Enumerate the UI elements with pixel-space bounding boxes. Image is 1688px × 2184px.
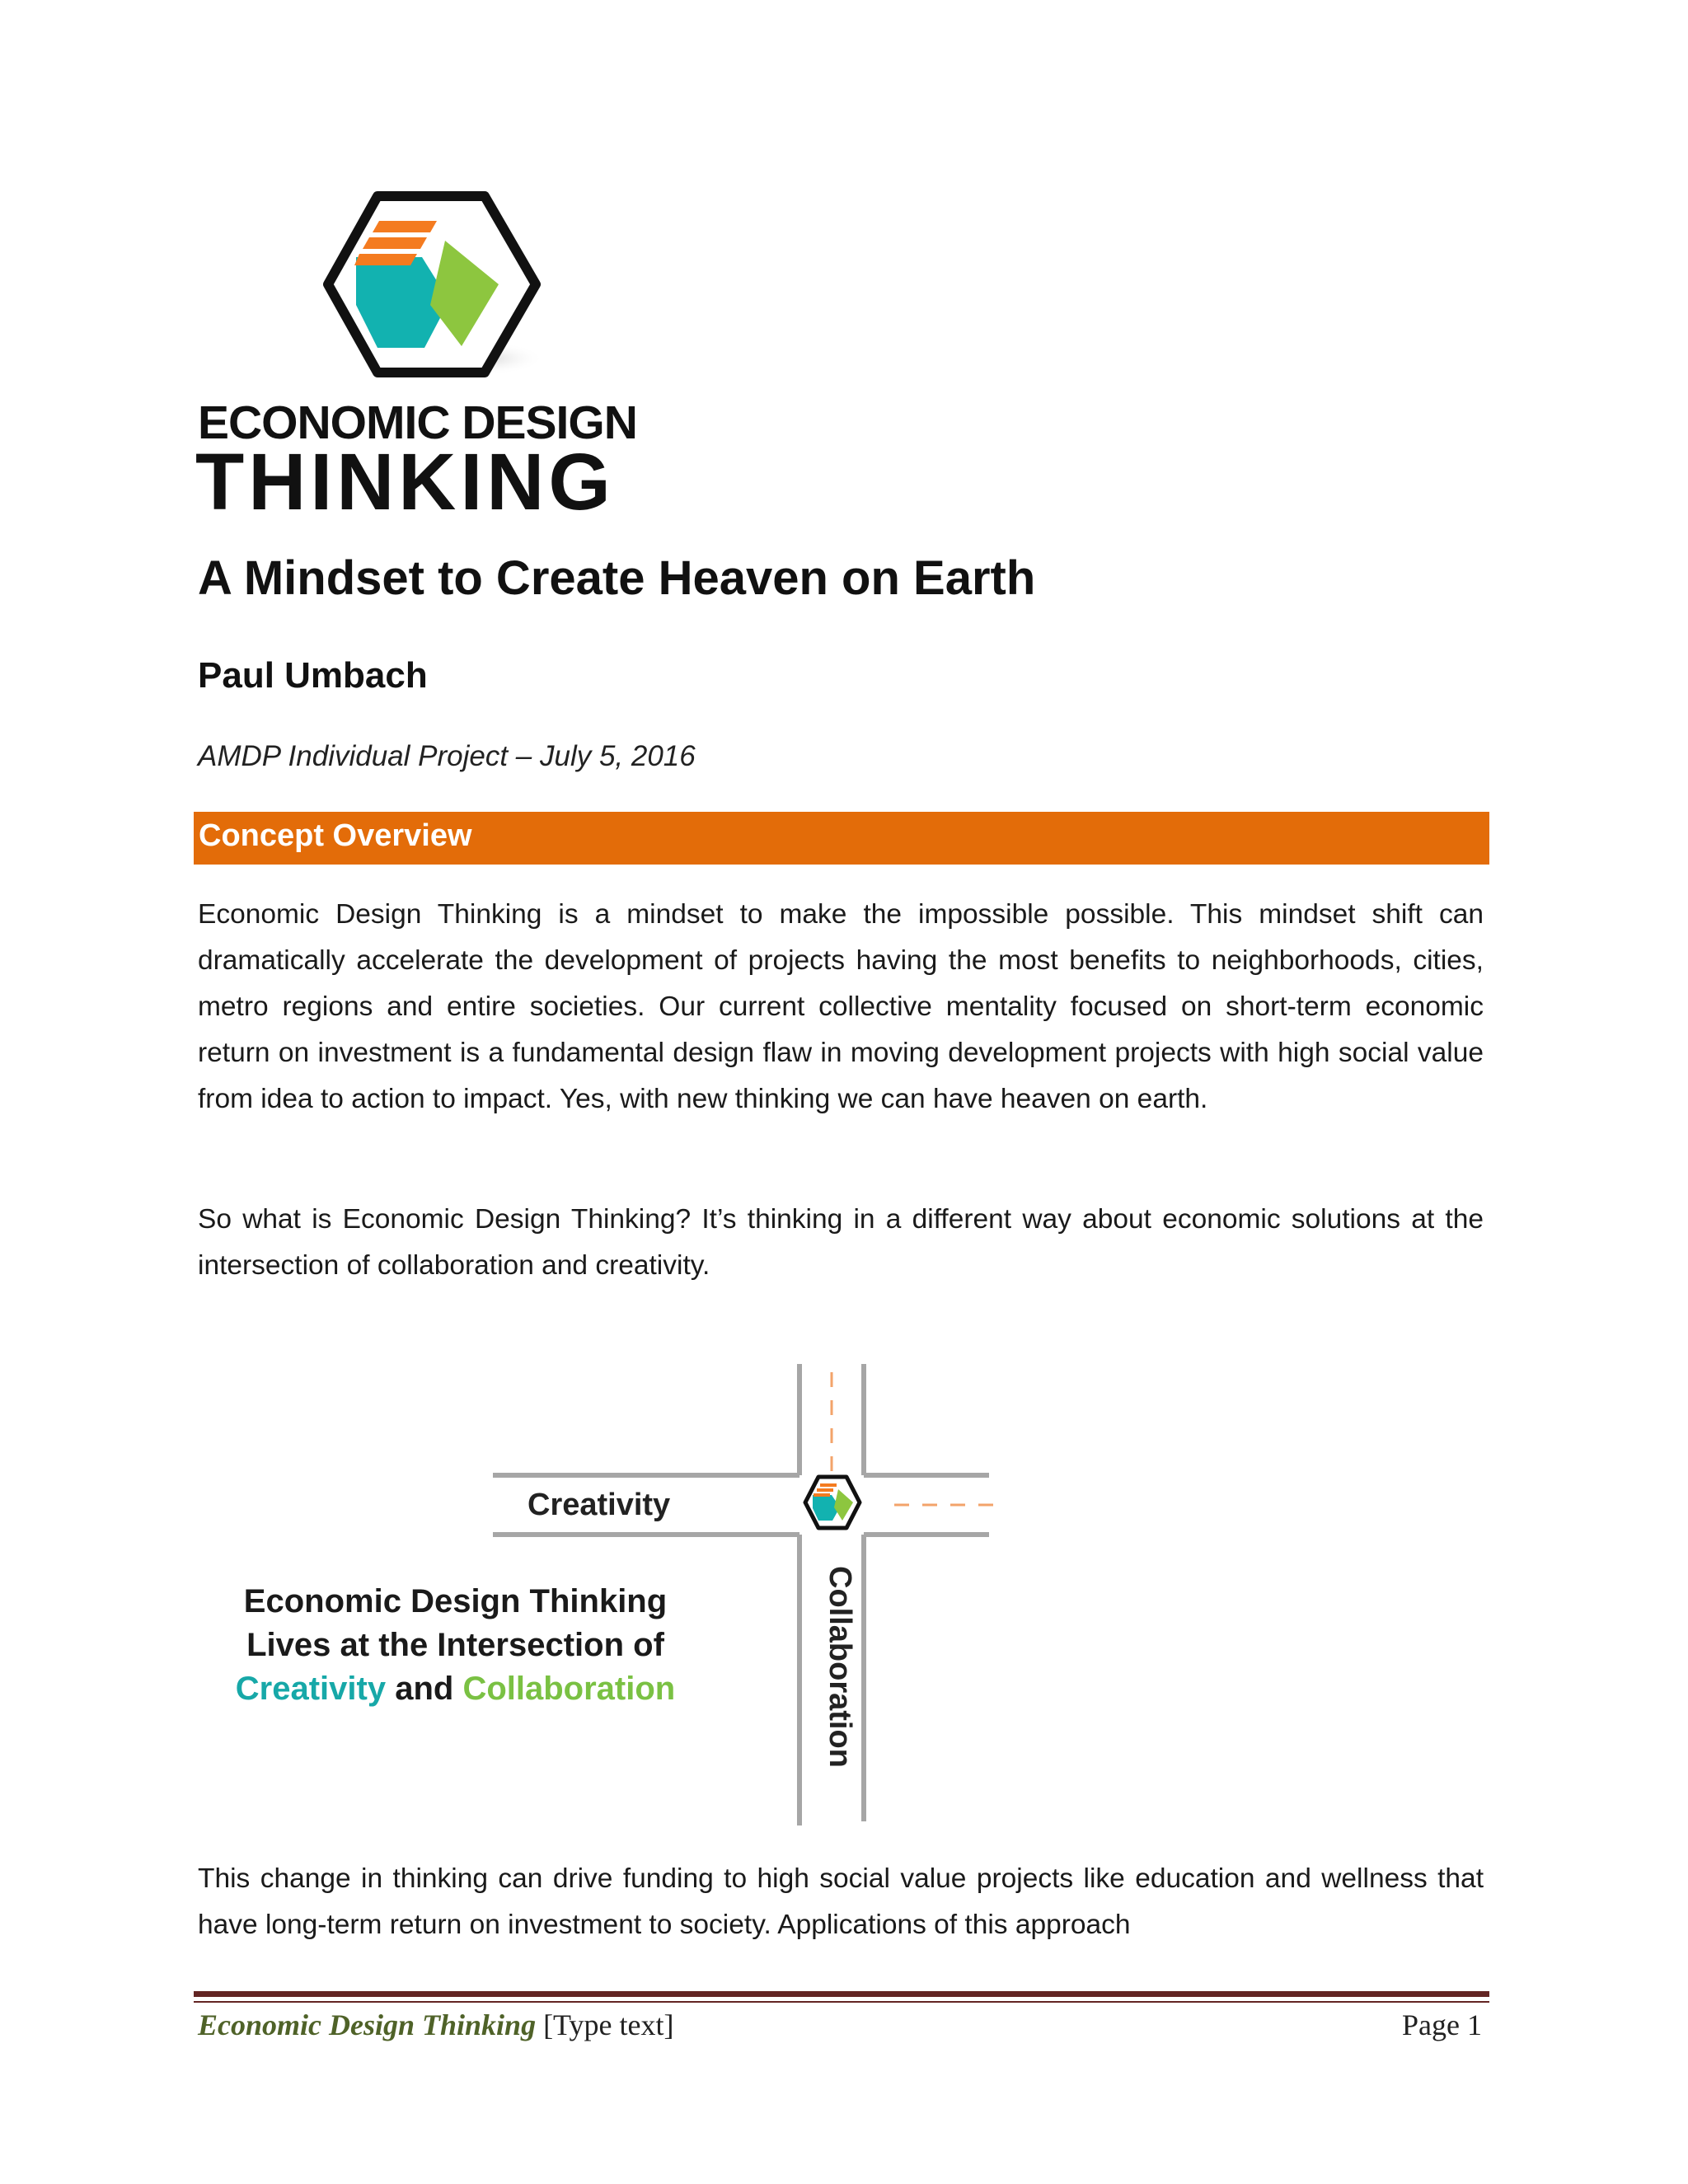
tagline-creativity: Creativity — [235, 1671, 387, 1707]
road-label-creativity: Creativity — [528, 1488, 671, 1522]
footer-rule-thin — [194, 2001, 1489, 2003]
body-paragraph: Economic Design Thinking is a mindset to make the impossible possible. This mindset shift can dramatically accelerate the development of projects having the most benefits to neighborhoods, cities, metro regions and entire societies. Our current collective mentality focused on short-term economic return on investment is a fundamental design flaw in moving development projects with high social value from idea to action to impact. Yes, with new thinking we can have heaven on earth. — [198, 899, 1484, 1114]
logo-text-line1: ECONOMIC DESIGN — [198, 396, 637, 449]
tagline-collaboration: Collaboration — [462, 1671, 676, 1707]
tagline-and: and — [395, 1671, 454, 1707]
page-number: Page 1 — [1402, 2008, 1482, 2041]
footer-placeholder: [Type text] — [543, 2008, 674, 2041]
intersection-diagram — [198, 1364, 1006, 1825]
footer-brand: Economic Design Thinking — [198, 2008, 537, 2041]
document-title: A Mindset to Create Heaven on Earth — [198, 551, 1036, 605]
tagline-line3 — [198, 1667, 713, 1711]
section-heading-bar — [194, 812, 1489, 865]
logo — [195, 190, 676, 527]
document-author: Paul Umbach — [198, 655, 428, 696]
logo-text-line2: THINKING — [195, 437, 615, 527]
footer-rule — [194, 1991, 1489, 1997]
body-paragraph: This change in thinking can drive funding to high social value projects like education and wellness that have long-term return on investment to society. Applications of this approach — [198, 1863, 1484, 1940]
tagline-line2: Lives at the Intersection of — [246, 1627, 664, 1663]
road-label-collaboration: Collaboration — [823, 1566, 857, 1768]
tagline-line1: Economic Design Thinking — [243, 1583, 668, 1619]
footer-left — [198, 2008, 673, 2042]
intersection-logo-icon — [805, 1477, 860, 1528]
diagram-tagline — [198, 1580, 713, 1711]
document-subtitle: AMDP Individual Project – July 5, 2016 — [198, 740, 696, 772]
hexagon-cube-logo-icon — [321, 190, 544, 387]
body-paragraph: So what is Economic Design Thinking? It’s thinking in a different way about economic solutions at the intersection of collaboration and creativity. — [198, 1204, 1484, 1281]
section-heading: Concept Overview — [199, 818, 472, 853]
